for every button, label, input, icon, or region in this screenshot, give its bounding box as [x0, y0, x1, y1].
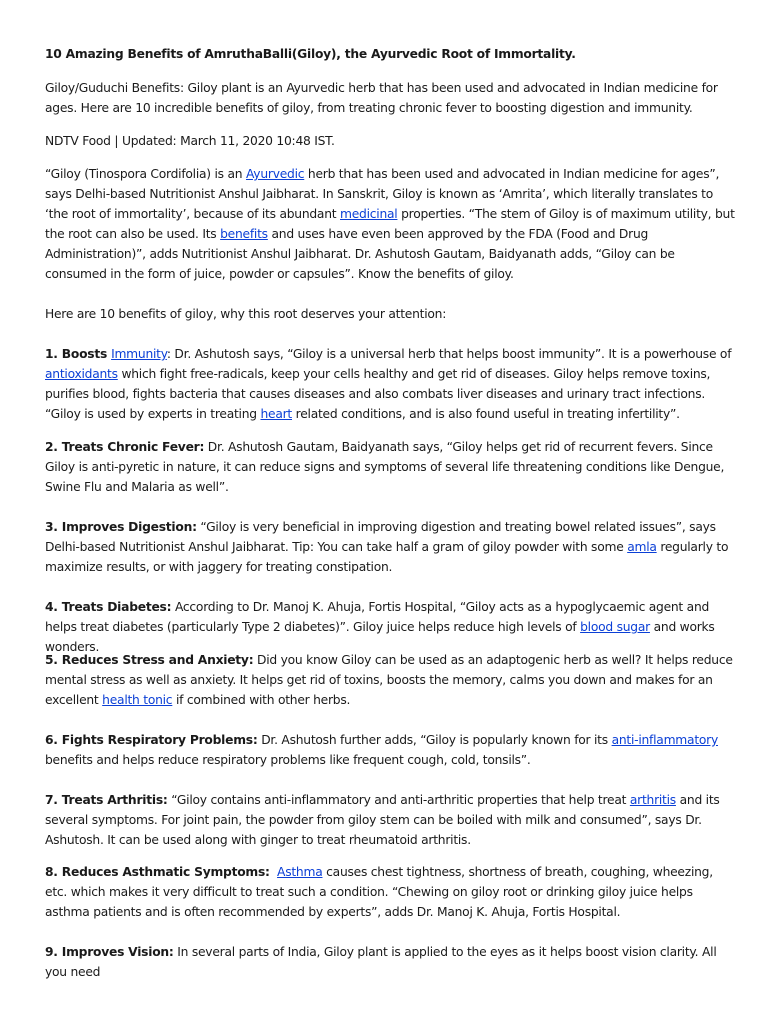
link-medicinal[interactable]: medicinal — [340, 207, 398, 221]
benefit-text — [270, 865, 277, 879]
benefit-text: Did you know Giloy can be used as an adaptogenic herb as well? It helps reduce mental stress as well as anxiety. It helps get rid of toxins, boosts the memory, calms you down and makes for an excellent — [45, 653, 733, 707]
link-heart[interactable]: heart — [260, 407, 293, 421]
benefit-text: “Giloy is very beneficial in improving digestion and treating bowel related issues”, says Delhi-based Nutritionist Anshul Jaibharat. Tip: You can take half a gram of giloy powder with some — [45, 520, 716, 554]
link-immunity[interactable]: Immunity — [111, 347, 167, 361]
benefit-7 — [45, 790, 735, 850]
benefit-heading: 4. Treats Diabetes: — [45, 600, 172, 614]
benefit-2 — [45, 437, 735, 497]
benefit-text: According to Dr. Manoj K. Ahuja, Fortis Hospital, “Giloy acts as a hypoglycaemic agent and helps treat diabetes (particularly Type 2 diabetes)”. Giloy juice helps reduce high levels of — [45, 600, 710, 634]
benefit-text: benefits and helps reduce respiratory problems like frequent cough, cold, tonsils”. — [45, 753, 531, 767]
link-blood-sugar[interactable]: blood sugar — [580, 620, 650, 634]
byline: NDTV Food | Updated: March 11, 2020 10:48 IST. — [45, 134, 335, 148]
benefit-9 — [45, 942, 735, 982]
benefit-heading: 2. Treats Chronic Fever: — [45, 440, 205, 454]
benefit-heading: 1. Boosts — [45, 347, 112, 361]
article-title: 10 Amazing Benefits of AmruthaBalli(Giloy), the Ayurvedic Root of Immortality. — [45, 47, 576, 61]
link-antioxidants[interactable]: antioxidants — [45, 367, 118, 381]
benefit-text: which fight free-radicals, keep your cells healthy and get rid of diseases. Giloy helps remove toxins, purifies blood, fights bacteria that causes diseases and also combats liver diseases and urinary tract infections. “Giloy is used by experts in treating — [45, 367, 711, 421]
lead-paragraph: Here are 10 benefits of giloy, why this root deserves your attention: — [45, 307, 447, 321]
benefit-text: if combined with other herbs. — [172, 693, 351, 707]
benefit-heading: 3. Improves Digestion: — [45, 520, 197, 534]
benefit-1 — [45, 344, 735, 424]
benefit-text: related conditions, and is also found useful in treating infertility”. — [292, 407, 680, 421]
benefit-6 — [45, 730, 735, 770]
benefit-heading: 8. Reduces Asthmatic Symptoms: — [45, 865, 270, 879]
intro-paragraph: Giloy/Guduchi Benefits: Giloy plant is an Ayurvedic herb that has been used and advocated in Indian medicine for ages. Here are 10 incredible benefits of giloy, from treating chronic fever to boosting digestion and immunity. — [45, 81, 718, 115]
quote-paragraph — [45, 164, 735, 284]
quote-text: and uses have even been approved by the FDA (Food and Drug Administration)”, adds Nutritionist Anshul Jaibharat. Dr. Ashutosh Gautam, Baidyanath adds, “Giloy can be consumed in the form of juice, powder or capsules”. Know the benefits of giloy. — [45, 227, 675, 281]
link-ayurvedic[interactable]: Ayurvedic — [245, 167, 305, 181]
benefit-text: causes chest tightness, shortness of breath, coughing, wheezing, etc. which makes it very difficult to treat such a condition. “Chewing on giloy root or drinking giloy juice helps asthma patients and is often recommended by experts”, adds Dr. Manoj K. Ahuja, Fortis Hospital. — [45, 865, 713, 919]
benefit-8 — [45, 862, 735, 922]
link-asthma[interactable]: Asthma — [277, 865, 323, 879]
benefit-4 — [45, 597, 735, 657]
benefit-text: Dr. Ashutosh further adds, “Giloy is popularly known for its — [257, 733, 612, 747]
quote-text: herb that has been used and advocated in Indian medicine for ages”, says Delhi-based Nutritionist Anshul Jaibharat. In Sanskrit, Giloy is known as ‘Amrita’, which literally translates to ‘the root of immortality’, because of its abundant — [45, 167, 720, 221]
link-arthritis[interactable]: arthritis — [629, 793, 676, 807]
benefit-heading: 7. Treats Arthritis: — [45, 793, 168, 807]
benefit-text: : Dr. Ashutosh says, “Giloy is a universal herb that helps boost immunity”. It is a powerhouse of — [166, 347, 732, 361]
benefit-text: “Giloy contains anti-inflammatory and anti-arthritic properties that help treat — [167, 793, 630, 807]
benefit-text: Dr. Ashutosh Gautam, Baidyanath says, “Giloy helps get rid of recurrent fevers. Since Giloy is anti-pyretic in nature, it can reduce signs and symptoms of several life threatening conditions like Dengue, Swine Flu and Malaria as well”. — [45, 440, 725, 494]
benefit-heading: 9. Improves Vision: — [45, 945, 174, 959]
benefit-text: In several parts of India, Giloy plant is applied to the eyes as it helps boost vision clarity. All you need — [45, 945, 717, 979]
benefit-heading: 6. Fights Respiratory Problems: — [45, 733, 258, 747]
benefit-5 — [45, 650, 735, 710]
quote-text: properties. “The stem of Giloy is of maximum utility, but the root can also be used. Its — [45, 207, 735, 241]
quote-text: “Giloy (Tinospora Cordifolia) is an — [45, 167, 246, 181]
link-anti-inflammatory[interactable]: anti-inflammatory — [611, 733, 718, 747]
benefit-text: and its several symptoms. For joint pain, the powder from giloy stem can be boiled with milk and consumed”, says Dr. Ashutosh. It can be used along with ginger to treat rheumatoid arthritis. — [45, 793, 720, 847]
benefit-3 — [45, 517, 735, 577]
link-amla[interactable]: amla — [627, 540, 657, 554]
benefit-text: and works wonders. — [45, 620, 715, 654]
benefit-heading: 5. Reduces Stress and Anxiety: — [45, 653, 254, 667]
link-benefits[interactable]: benefits — [220, 227, 268, 241]
benefit-text: regularly to maximize results, or with jaggery for treating constipation. — [45, 540, 729, 574]
link-health-tonic[interactable]: health tonic — [102, 693, 173, 707]
